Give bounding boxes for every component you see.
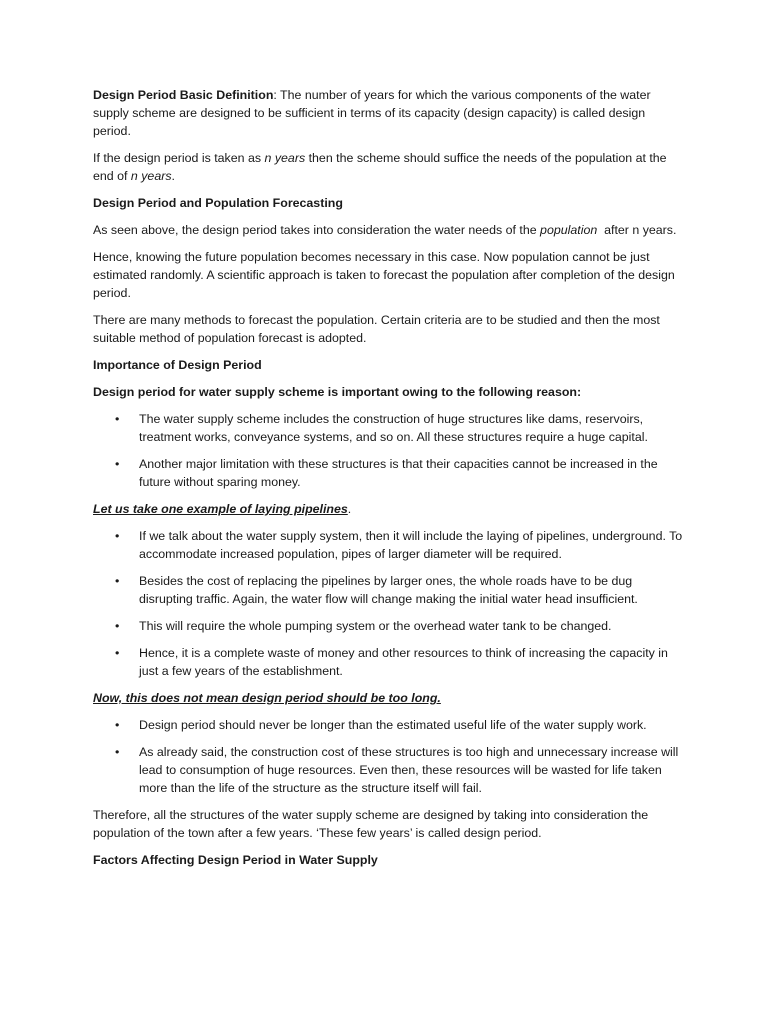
n-years-text-a: If the design period is taken as — [93, 151, 265, 165]
document-page — [93, 86, 683, 878]
list-item-text: Design period should never be longer than the estimated useful life of the water supply work. — [139, 718, 647, 732]
n-years-italic-d: n years — [130, 169, 172, 183]
list-item — [93, 644, 683, 680]
list-item-text: Besides the cost of replacing the pipelines by larger ones, the whole roads have to be dug disrupting traffic. Again, the water flow will change making the initial water head insufficient. — [139, 574, 638, 606]
bullet-icon: • — [115, 619, 120, 633]
pipelines-subheading — [93, 500, 683, 518]
too-long-list — [93, 716, 683, 797]
population-text-c: after n years. — [597, 223, 677, 237]
heading-factors: Factors Affecting Design Period in Water Supply — [93, 853, 378, 867]
heading-reason: Design period for water supply scheme is important owing to the following reason: — [93, 385, 582, 399]
list-item-text: As already said, the construction cost of these structures is too high and unnecessary increase will lead to consumption of huge resources. Even then, these resources will be wasted for life taken more than the life of the structure as the structure itself will fail. — [139, 745, 679, 795]
n-years-text-e: . — [171, 169, 175, 183]
bullet-icon: • — [115, 646, 120, 660]
definition-label: Design Period Basic Definition — [93, 88, 274, 102]
bullet-icon: • — [115, 574, 120, 588]
population-italic-b: population — [540, 223, 598, 237]
too-long-subheading: Now, this does not mean design period should be too long. — [93, 691, 441, 705]
list-item — [93, 716, 683, 734]
list-item — [93, 572, 683, 608]
n-years-italic-b: n years — [264, 151, 306, 165]
definition-text: The number of years for which the various components of the water supply scheme are designed to be sufficient in terms of its capacity (design capacity) is called design period. — [93, 88, 651, 138]
forecast-methods-paragraph: There are many methods to forecast the population. Certain criteria are to be studied and then the most suitable method of population forecast is adopted. — [93, 313, 660, 345]
list-item — [93, 410, 683, 446]
reason-list — [93, 410, 683, 491]
list-item-text: This will require the whole pumping system or the overhead water tank to be changed. — [139, 619, 612, 633]
list-item — [93, 743, 683, 797]
list-item-text: Another major limitation with these structures is that their capacities cannot be increased in the future without sparing money. — [139, 457, 658, 489]
bullet-icon: • — [115, 745, 120, 759]
list-item-text: The water supply scheme includes the construction of huge structures like dams, reservoirs, treatment works, conveyance systems, and so on. All these structures require a huge capital. — [139, 412, 648, 444]
population-paragraph — [93, 221, 683, 239]
bullet-icon: • — [115, 457, 120, 471]
list-item — [93, 455, 683, 491]
pipelines-list — [93, 527, 683, 680]
bullet-icon: • — [115, 718, 120, 732]
n-years-paragraph — [93, 149, 683, 185]
heading-importance: Importance of Design Period — [93, 358, 262, 372]
list-item-text: If we talk about the water supply system, then it will include the laying of pipelines, underground. To accommodate increased population, pipes of larger diameter will be required. — [139, 529, 683, 561]
pipelines-subheading-text: Let us take one example of laying pipelines — [93, 502, 348, 516]
list-item-text: Hence, it is a complete waste of money and other resources to think of increasing the capacity in just a few years of the establishment. — [139, 646, 668, 678]
conclusion-paragraph: Therefore, all the structures of the water supply scheme are designed by taking into consideration the population of the town after a few years. ‘These few years’ is called design period. — [93, 808, 649, 840]
heading-population-forecasting: Design Period and Population Forecasting — [93, 196, 343, 210]
population-text-a: As seen above, the design period takes into consideration the water needs of the — [93, 223, 541, 237]
list-item — [93, 617, 683, 635]
list-item — [93, 527, 683, 563]
bullet-icon: • — [115, 529, 120, 543]
future-population-paragraph: Hence, knowing the future population becomes necessary in this case. Now population cannot be just estimated randomly. A scientific approach is taken to forecast the population after completion of the design period. — [93, 250, 675, 300]
pipelines-subheading-tail: . — [347, 502, 352, 516]
definition-separator: : — [273, 88, 277, 102]
n-years-text-c: then the scheme should suffice the needs of the population at the end of — [93, 151, 667, 183]
definition-paragraph — [93, 86, 683, 140]
bullet-icon: • — [115, 412, 120, 426]
